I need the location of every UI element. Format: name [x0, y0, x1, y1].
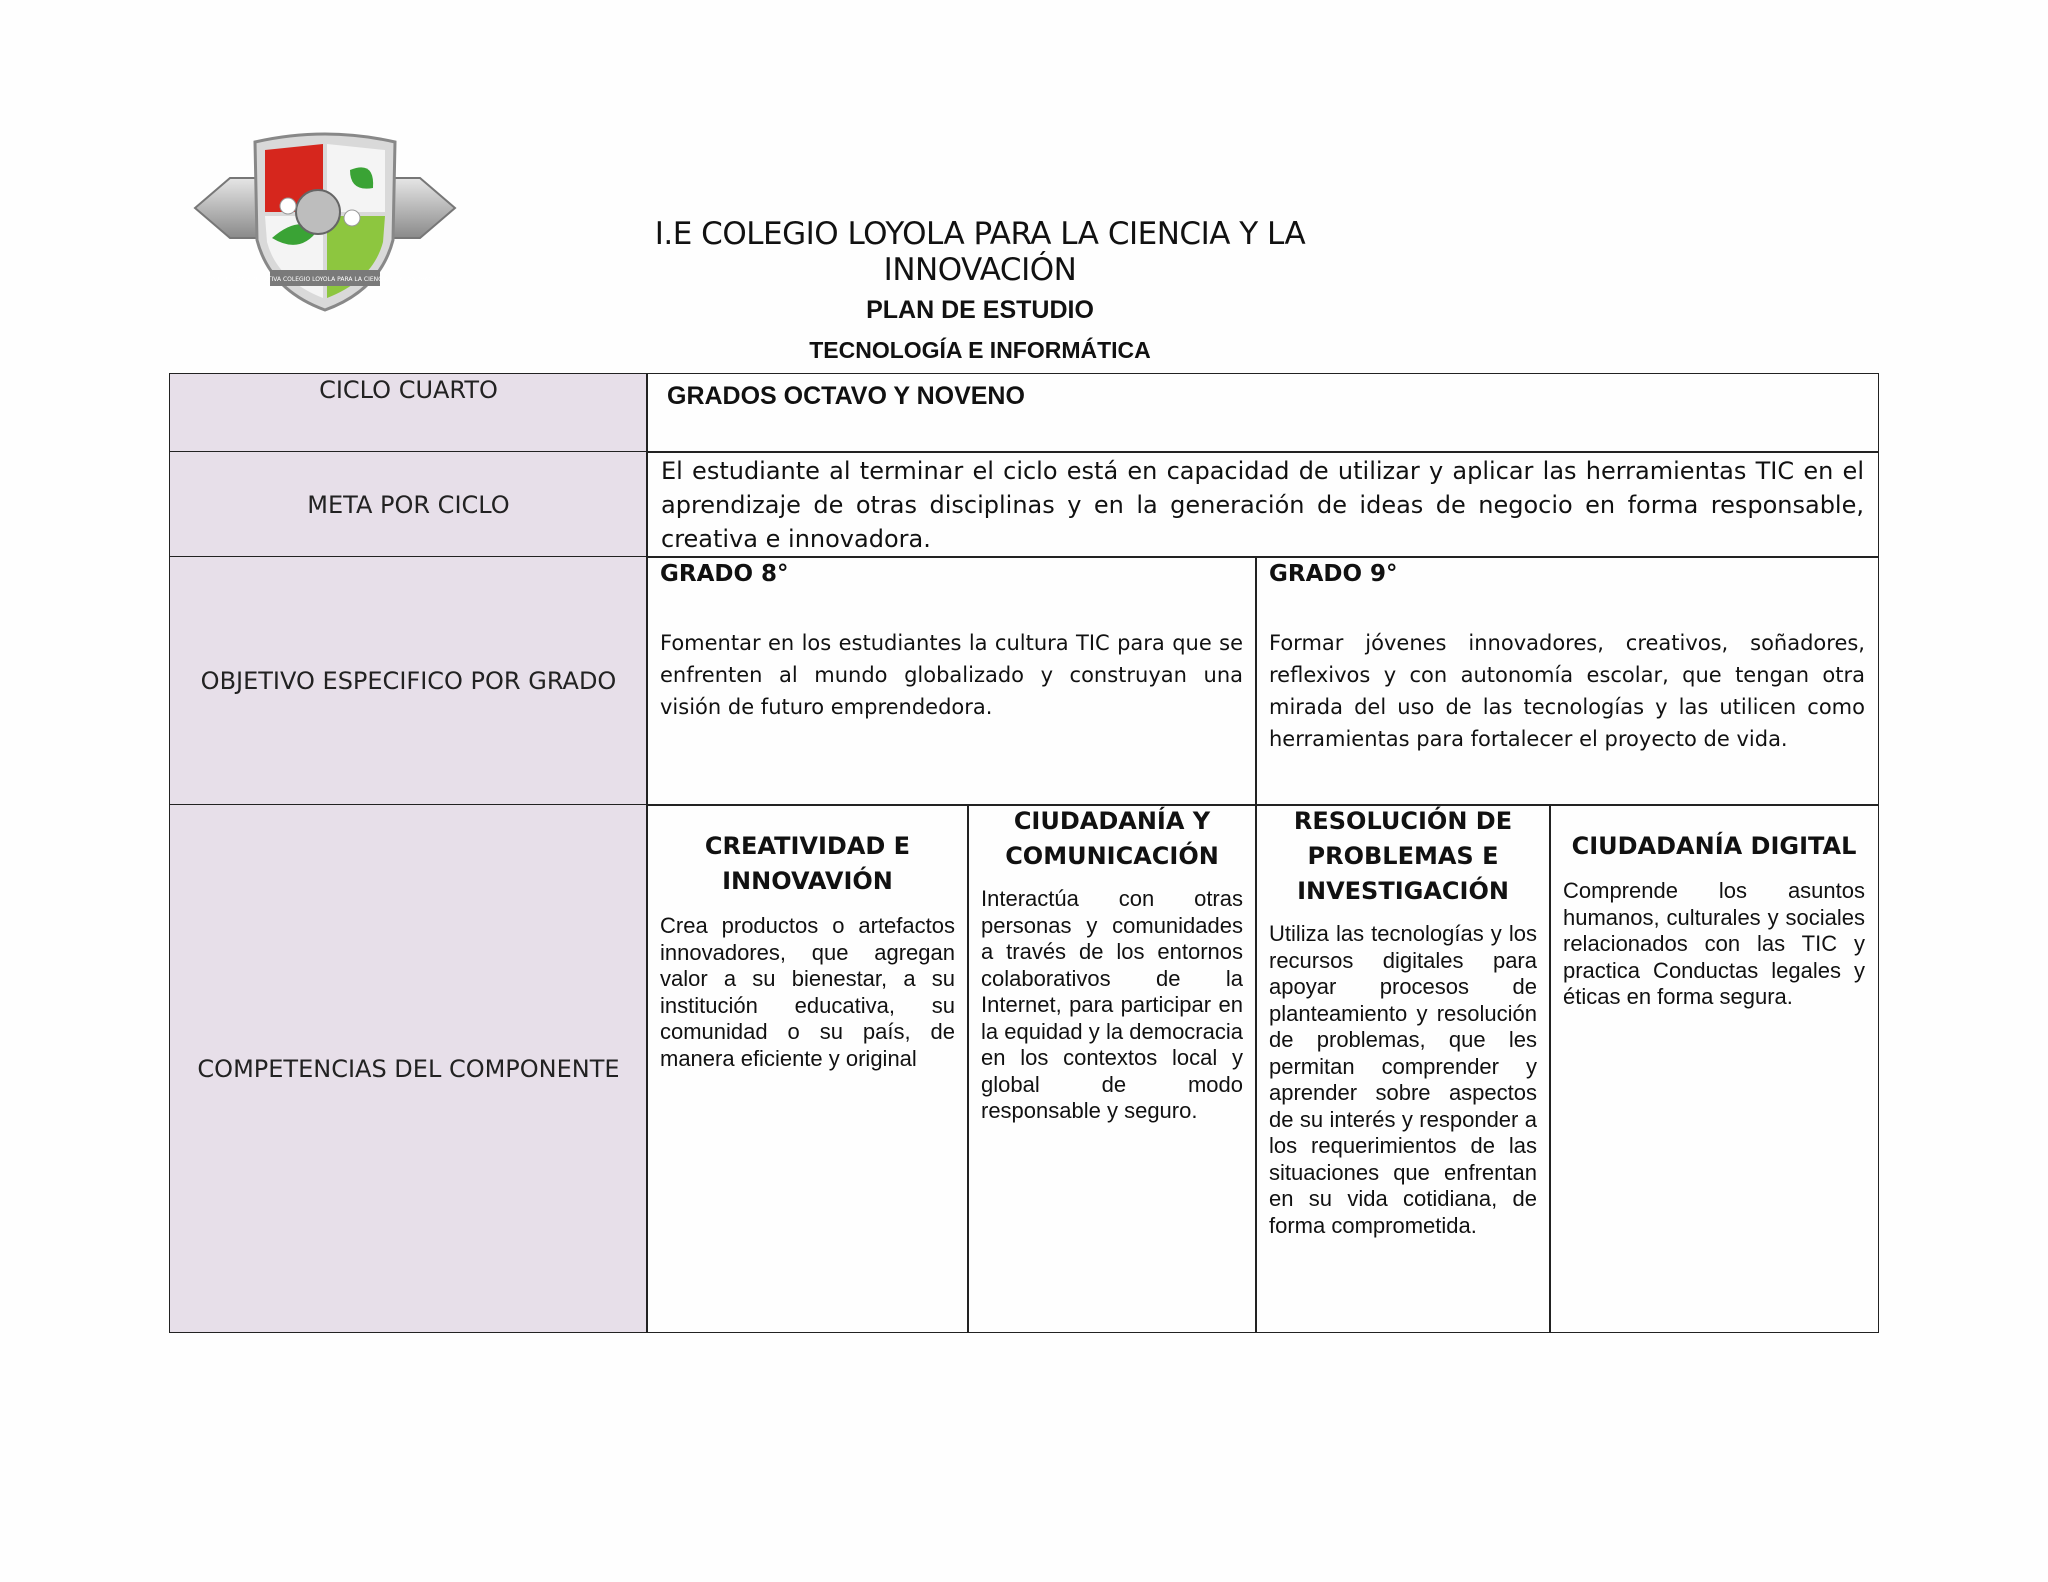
competencia-text: Comprende los asuntos humanos, culturales y sociales relacionados con las TIC y practica Conductas legales y éticas en forma segura. [1563, 878, 1865, 1009]
ciclo-value: GRADOS OCTAVO Y NOVENO [667, 382, 1025, 410]
subject-title: TECNOLOGÍA E INFORMÁTICA [809, 337, 1151, 363]
ciclo-label-cell [169, 373, 648, 453]
competencia-title: CIUDADANÍA DIGITAL [1571, 832, 1857, 860]
competencia-cell [646, 804, 969, 1333]
competencia-cell [1549, 804, 1879, 1333]
grado8-title: GRADO 8° [660, 561, 789, 587]
ciclo-label: CICLO CUARTO [319, 376, 498, 404]
meta-text-cell [646, 451, 1879, 558]
competencia-title: CREATIVIDAD E INNOVAVIÓN [704, 832, 911, 895]
competencia-cell [1255, 804, 1551, 1333]
ciclo-value-cell [646, 373, 1879, 453]
competencia-title: CIUDADANÍA Y COMUNICACIÓN [1005, 807, 1219, 870]
competencias-label-cell [169, 804, 648, 1333]
logo-text: INSTITUCIÓN EDUCATIVA COLEGIO LOYOLA PARA LA CIENCIA Y LA INNOVACIÓN [206, 276, 444, 283]
grado9-cell [1255, 556, 1879, 806]
competencia-cell [967, 804, 1257, 1333]
objetivo-label: OBJETIVO ESPECIFICO POR GRADO [200, 667, 617, 695]
page-title: I.E COLEGIO LOYOLA PARA LA CIENCIA Y LA INNOVACIÓN [654, 216, 1306, 288]
competencia-title: RESOLUCIÓN DE PROBLEMAS E INVESTIGACIÓN [1293, 807, 1513, 905]
grado9-text: Formar jóvenes innovadores, creativos, soñadores, reflexivos y con autonomía escolar, que tengan otra mirada del uso de las tecnologías y las utilicen como herramientas para fortalecer el proyecto de vida. [1269, 631, 1865, 751]
meta-text: El estudiante al terminar el ciclo está en capacidad de utilizar y aplicar las herramientas TIC en el aprendizaje de otras disciplinas y en la generación de ideas de negocio en forma responsable, creativa e innovadora. [661, 457, 1864, 553]
competencia-text: Utiliza las tecnologías y los recursos digitales para apoyar procesos de planteamiento y resolución de problemas, que les permitan comprender y aprender sobre aspectos de su interés y responder a los requerimientos de las situaciones que enfrentan en su vida cotidiana, de forma comprometida. [1269, 921, 1537, 1238]
competencia-text: Interactúa con otras personas y comunidades a través de los entornos colaborativos de la Internet, para participar en la equidad y la democracia en los contextos local y global de modo responsable y seguro. [981, 886, 1243, 1123]
page-subtitle: PLAN DE ESTUDIO [866, 296, 1094, 324]
grado9-title: GRADO 9° [1269, 561, 1398, 587]
meta-label-cell [169, 451, 648, 558]
competencia-text: Crea productos o artefactos innovadores, que agregan valor a su bienestar, a su institución educativa, su comunidad o su país, de manera eficiente y original [660, 913, 955, 1071]
study-plan-table [169, 373, 1879, 1333]
school-crest-logo [190, 130, 460, 315]
header [560, 216, 1400, 364]
objetivo-label-cell [169, 556, 648, 806]
grado8-text: Fomentar en los estudiantes la cultura TIC para que se enfrenten al mundo globalizado y construyan una visión de futuro emprendedora. [660, 631, 1243, 719]
grado8-cell [646, 556, 1257, 806]
meta-label: META POR CICLO [307, 490, 510, 519]
competencias-label: COMPETENCIAS DEL COMPONENTE [197, 1054, 620, 1083]
